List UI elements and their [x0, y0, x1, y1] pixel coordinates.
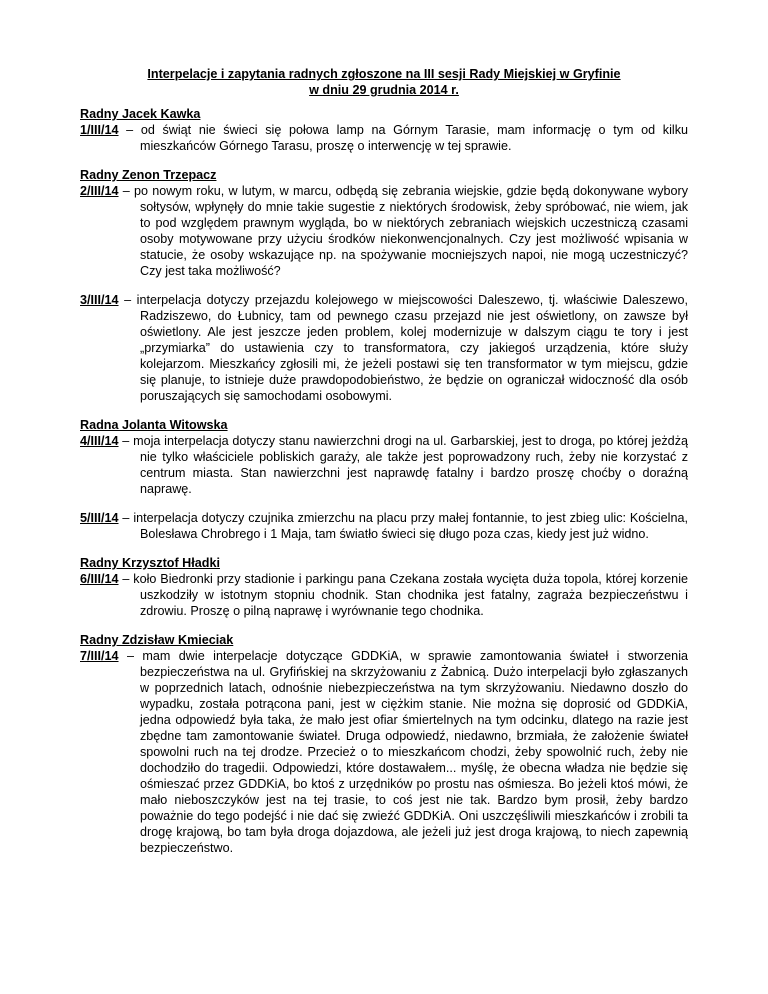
interpellation-text: – moja interpelacja dotyczy stanu nawierzchni drogi na ul. Garbarskiej, jest to droga, po której jeżdżą nie tylko właściciele pobliskich garaży, ale także jest poprowadzony ruch, żeby nie korzystać z centrum miasta. Stan nawierzchni jest naprawdę fatalny i bardzo proszę choćby o doraźną naprawę. [118, 434, 688, 496]
speaker-heading: Radna Jolanta Witowska [80, 418, 228, 432]
interpellation-item [80, 183, 688, 279]
document-title [80, 66, 688, 98]
interpellation-number: 2/III/14 [80, 184, 119, 198]
interpellation-number: 5/III/14 [80, 511, 119, 525]
document-body [80, 106, 688, 856]
interpellation-number: 4/III/14 [80, 434, 119, 448]
speaker-heading: Radny Zenon Trzepacz [80, 168, 217, 182]
interpellation-text: – interpelacja dotyczy przejazdu kolejowego w miejscowości Daleszewo, tj. właściwie Daleszewo, Radziszewo, do Łubnicy, tam od pewnego czasu przejazd nie jest oświetlony, on zawsze był oświetlony. Ale jest jeszcze jeden problem, kolej modernizuje w dalszym ciągu te tory i jest „przymiarka” do ustawienia czy to transformatora, czy jakiegoś urządzenia, które służy kolejarzom. Mieszkańcy zgłosili mi, że jeżeli postawi się ten transformator w tym miejscu, gdzie się planuje, to istnieje duże prawdopodobieństwo, że będzie on ograniczał widoczność dla osób poruszających się samochodami osobowymi. [118, 293, 688, 403]
speaker-heading: Radny Krzysztof Hładki [80, 556, 220, 570]
interpellation-number: 7/III/14 [80, 649, 119, 663]
interpellation-item [80, 648, 688, 856]
interpellation-number: 6/III/14 [80, 572, 119, 586]
interpellation-text: – mam dwie interpelacje dotyczące GDDKiA, w sprawie zamontowania świateł i stworzenia bezpieczeństwa na ul. Gryfińskiej na skrzyżowaniu z Żabnicą. Dużo interpelacji było zgłaszanych w poprzednich latach, odnośnie niebezpieczeństwa na tym skrzyżowaniu. Niedawno doszło do wypadku, została potrącona pani, jest w ciężkim stanie. Nie można się doprosić od GDDKiA, jedna odpowiedź była taka, że mało jest ofiar śmiertelnych na tym odcinku, dlatego na razie jest zbędne tam zamontowanie świateł. Druga odpowiedź, niedawno, brzmiała, że założenie świateł spowolni ruch na tej drodze. Przecież o to mieszkańcom chodzi, żeby spowolnić ruch, żeby nie dochodziło do tragedii. Odpowiedzi, które dostawałem... myślę, że obecna władza nie będzie się ośmieszać przez GDDKiA, bo ktoś z urzędników po prostu nas ośmiesza. Bo jeżeli ktoś mówi, że mało nieboszczyków jest na tej trasie, to coś jest nie tak. Bardzo bym prosił, żeby bardzo poważnie do tego podejść i nie dać się zwieźć GDDKiA. Oni uszczęśliwili mieszkańców i zrobili ta drogę krajową, bo tam była droga dojazdowa, ale jeżeli już jest droga krajową, to niech zapewnią bezpieczeństwo. [118, 649, 688, 855]
interpellation-item [80, 292, 688, 404]
interpellation-text: – koło Biedronki przy stadionie i parkingu pana Czekana została wycięta duża topola, której korzenie uszkodziły w istotnym stopniu chodnik. Stan chodnika jest fatalny, zagraża bezpieczeństwu i zdrowiu. Proszę o pilną naprawę i wyrównanie tego chodnika. [118, 572, 688, 618]
interpellation-text: – po nowym roku, w lutym, w marcu, odbędą się zebrania wiejskie, gdzie będą dokonywane wybory sołtysów, wpłynęły do mnie takie sugestie z niektórych środowisk, żeby spróbować, nie wiem, jak to pod względem prawnym wygląda, bo w niektórych zebraniach wiejskich uczestniczą czasami osoby motywowane przy użyciu środków niekonwencjonalnych. Czy jest możliwość wpisania w statucie, że osoby wskazujące np. na spożywanie mocniejszych napoi, nie mogą uczestniczyć? Czy jest taka możliwość? [118, 184, 688, 278]
interpellation-item [80, 122, 688, 154]
interpellation-item [80, 433, 688, 497]
interpellation-item [80, 571, 688, 619]
title-line-2: w dniu 29 grudnia 2014 r. [309, 83, 459, 97]
speaker-heading: Radny Jacek Kawka [80, 107, 201, 121]
interpellation-text: – interpelacja dotyczy czujnika zmierzchu na placu przy małej fontannie, to jest zbieg ulic: Kościelna, Bolesława Chrobrego i 1 Maja, tam światło świeci się długo poza czas, kiedy jest już widno. [118, 511, 688, 541]
interpellation-item [80, 510, 688, 542]
interpellation-number: 3/III/14 [80, 293, 119, 307]
speaker-heading: Radny Zdzisław Kmieciak [80, 633, 234, 647]
title-line-1: Interpelacje i zapytania radnych zgłoszone na III sesji Rady Miejskiej w Gryfinie [147, 67, 621, 81]
interpellation-text: – od świąt nie świeci się połowa lamp na Górnym Tarasie, mam informację o tym od kilku mieszkańców Górnego Tarasu, proszę o interwencję w tej sprawie. [118, 123, 688, 153]
interpellation-number: 1/III/14 [80, 123, 119, 137]
